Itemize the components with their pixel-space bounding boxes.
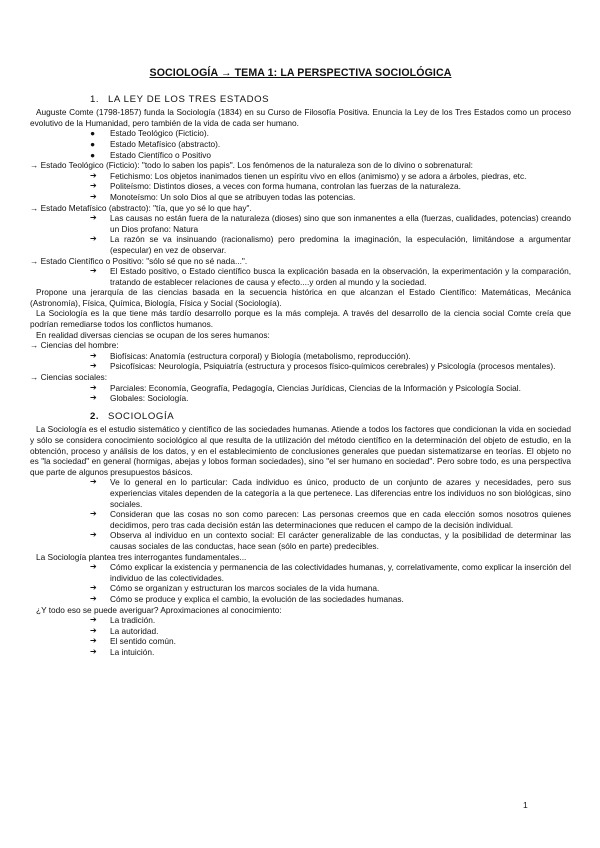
ciencias-sociales-item: ➔ Globales: Sociología.: [90, 393, 189, 404]
averiguar-lead: ¿Y todo eso se puede averiguar? Aproximaciones al conocimiento:: [36, 604, 282, 615]
jerarquia-paragraph: Propone una jerarquía de las ciencias basada en la secuencia histórica en que alcanzan el Estado Científico: Matemáticas, Mecánica (Astronomía), Física, Química, Biología, Física y Social (Sociología).: [30, 287, 571, 308]
ciencias-hombre-item: ➔ Psicofísicas: Neurología, Psiquiatría (estructura y procesos físico-químicos cerebrales) y Psicología (procesos mentales).: [90, 361, 556, 372]
presupuesto-item: ➔ Consideran que las cosas no son como parecen: Las personas creemos que en cada elección somos nosotros quienes decidimos, pero tras cada decisión están las determinaciones que reducen el campo de la decisión individual.: [90, 509, 571, 530]
ciencias-hombre-lead: → Ciencias del hombre:: [30, 340, 119, 351]
aproximacion-item: ➔ La autoridad.: [90, 625, 159, 636]
interrogante-item: ➔ Cómo se produce y explica el cambio, la evolución de las sociedades humanas.: [90, 593, 404, 604]
teologico-item: ➔ Monoteísmo: Un solo Dios al que se atribuyen todas las potencias.: [90, 191, 356, 202]
state-item: ● Estado Científico o Positivo: [90, 149, 211, 160]
cientifico-item: ➔ El Estado positivo, o Estado científico busca la explicación basada en la observación, la experimentación y la comparación, tratando de establecer relaciones de causa y efecto....y orden al mundo y la sociedad.: [90, 266, 571, 287]
teologico-item: ➔ Politeísmo: Distintos dioses, a veces con forma humana, controlan las fuerzas de la naturaleza.: [90, 181, 461, 192]
bullet-icon: ●: [90, 149, 96, 160]
document-page: [30, 68, 571, 657]
ciencias-sociales-lead: → Ciencias sociales:: [30, 372, 108, 383]
arrow-icon: ➔: [90, 393, 97, 403]
bullet-icon: ●: [90, 138, 96, 149]
interrogante-item: ➔ Cómo explicar la existencia y permanencia de las colectividades humanas, y, correlativamente, como explicar la inserción del individuo de las colectividades.: [90, 562, 571, 583]
arrow-icon: ➔: [90, 615, 97, 625]
aproximacion-item: ➔ La intuición.: [90, 646, 155, 657]
arrow-icon: ➔: [90, 509, 97, 519]
metafisico-item: ➔ La razón se va insinuando (racionalismo) pero predomina la imaginación, la especulación, limitándose a argumentar (especular) en vez de observar.: [90, 234, 571, 255]
arrow-icon: ➔: [90, 213, 97, 223]
section-2-title: SOCIOLOGÍA: [108, 410, 175, 422]
sociologia-intro: La Sociología es el estudio sistemático y científico de las sociedades humanas. Atiende a todos los factores que condicionan la vida en sociedad y sólo se considera conocimiento sociológico al que resulta de la utilización del método científico en la determinación del objeto de estudio, en la obtención, proceso y análisis de los datos, y en el establecimiento de conclusiones generales que puedan sistematizarse en teorías. El objeto no es "la sociedad" en general (hormigas, abejas y lobos forman sociedades), sino "el ser humano en sociedad". Pero sobre todo, es una perspectiva que parte de algunos presupuestos básicos.: [30, 424, 571, 477]
interrogante-item: ➔ Cómo se organizan y estructuran los marcos sociales de la vida humana.: [90, 583, 380, 594]
metafisico-lead: → Estado Metafísico (abstracto): "tía, que yo sé lo que hay".: [30, 202, 252, 213]
arrow-icon: ➔: [90, 646, 97, 656]
presupuesto-item: ➔ Ve lo general en lo particular: Cada individuo es único, producto de un conjunto de azares y necesidades, pero sus experiencias vitales dependen de la categoría a la que pertenece. Las diferencias entre los individuos no son biológicas, sino sociales.: [90, 477, 571, 509]
section-2-heading: [90, 412, 571, 423]
bullet-icon: ●: [90, 128, 96, 139]
page-title: SOCIOLOGÍA → TEMA 1: LA PERSPECTIVA SOCIOLÓGICA: [149, 67, 452, 79]
realidad-paragraph: En realidad diversas ciencias se ocupan de los seres humanos:: [36, 329, 270, 340]
arrow-icon: ➔: [90, 636, 97, 646]
page-number: 1: [523, 800, 528, 810]
aproximacion-item: ➔ La tradición.: [90, 615, 156, 626]
aproximacion-item: ➔ El sentido común.: [90, 636, 176, 647]
arrow-icon: ➔: [90, 530, 97, 540]
section-2-number: 2.: [90, 410, 100, 422]
arrow-icon: ➔: [90, 350, 97, 360]
arrow-icon: ➔: [90, 181, 97, 191]
section-1-number: 1.: [90, 93, 100, 105]
presupuesto-item: ➔ Observa al individuo en un contexto social: El carácter generalizable de las conductas, y la posibilidad de determinar las causas sociales de las conductas, hace sean (sólo en parte) predecibles.: [90, 530, 571, 551]
arrow-icon: ➔: [90, 191, 97, 201]
compleja-paragraph: La Sociología es la que tiene más tardío desarrollo porque es la más compleja. A través del desarrollo de la ciencia social Comte creía que podrían remediarse todos los conflictos humanos.: [30, 308, 571, 330]
arrow-icon: ➔: [90, 382, 97, 392]
arrow-icon: ➔: [90, 562, 97, 572]
comte-intro: Auguste Comte (1798-1857) funda la Sociología (1834) en su Curso de Filosofía Positiva. Enuncia la Ley de los Tres Estados como un proceso evolutivo de la Humanidad, pero también de la vida de cada ser humano.: [30, 107, 571, 128]
state-item: ● Estado Metafísico (abstracto).: [90, 138, 221, 149]
arrow-icon: ➔: [90, 625, 97, 635]
metafisico-item: ➔ Las causas no están fuera de la naturaleza (dioses) sino que son inmanentes a ella (fuerzas, cualidades, potencias) creando un Dios profano: Natura: [90, 213, 571, 234]
arrow-icon: ➔: [90, 361, 97, 371]
section-1-title: LA LEY DE LOS TRES ESTADOS: [108, 93, 270, 105]
section-1-heading: [90, 95, 571, 106]
teologico-lead: → Estado Teológico (Ficticio): "todo lo saben los papis". Los fenómenos de la naturaleza son de lo divino o sobrenatural:: [30, 160, 473, 171]
teologico-item: ➔ Fetichismo: Los objetos inanimados tienen un espíritu vivo en ellos (animismo) y se adora a árboles, piedras, etc.: [90, 170, 527, 181]
arrow-icon: ➔: [90, 266, 97, 276]
arrow-icon: ➔: [90, 583, 97, 593]
state-item: ● Estado Teológico (Ficticio).: [90, 128, 209, 139]
interrogantes-lead: La Sociología plantea tres interrogantes fundamentales...: [36, 551, 247, 562]
arrow-icon: ➔: [90, 234, 97, 244]
cientifico-lead: → Estado Científico o Positivo: "sólo sé que no sé nada...".: [30, 255, 248, 266]
arrow-icon: ➔: [90, 170, 97, 180]
ciencias-sociales-item: ➔ Parciales: Economía, Geografía, Pedagogía, Ciencias Jurídicas, Ciencias de la Información y Psicología Social.: [90, 382, 521, 393]
arrow-icon: ➔: [90, 477, 97, 487]
arrow-icon: ➔: [90, 593, 97, 603]
ciencias-hombre-item: ➔ Biofísicas: Anatomía (estructura corporal) y Biología (metabolismo, reproducción).: [90, 350, 411, 361]
